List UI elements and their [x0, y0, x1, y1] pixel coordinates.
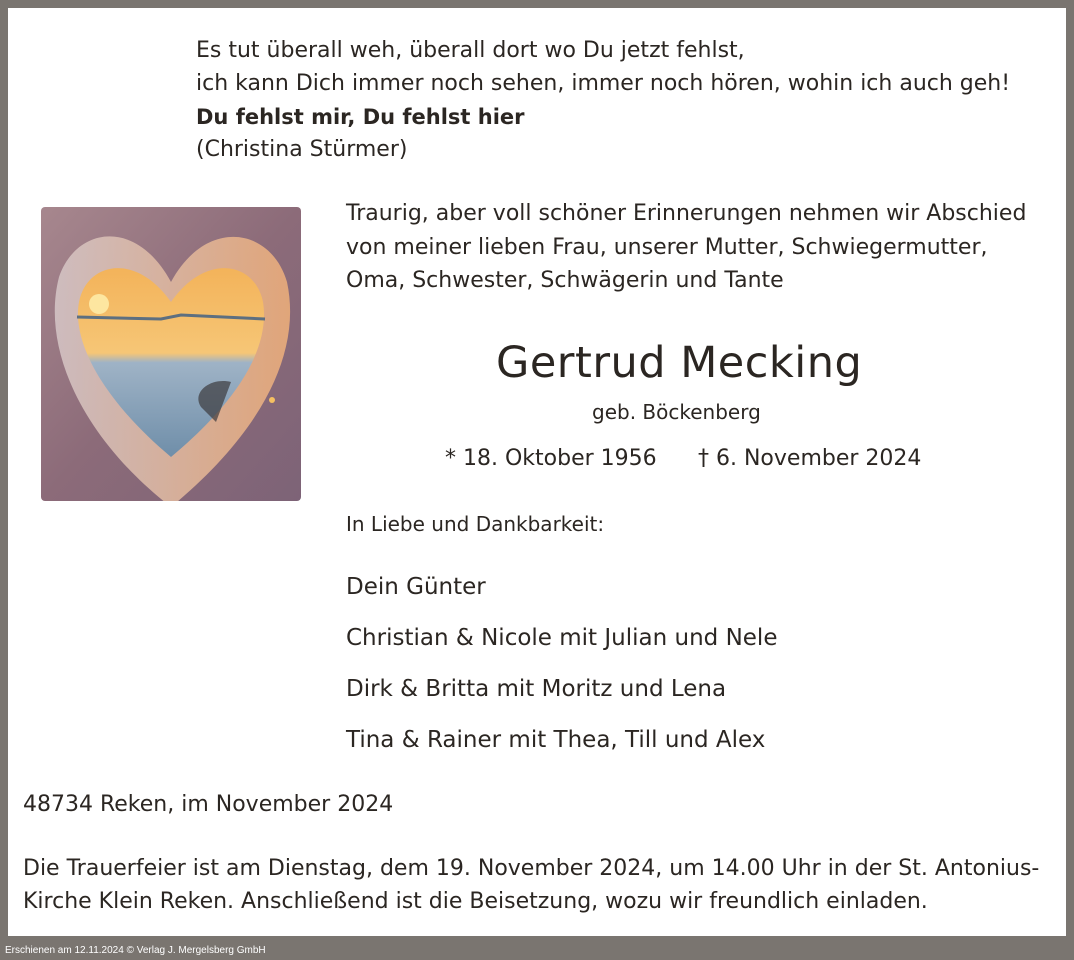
poem-author: (Christina Stürmer) — [196, 137, 408, 162]
publication-footer: Erschienen am 12.11.2024 © Verlag J. Mergelsberg GmbH — [5, 945, 266, 956]
service-line-1: Die Trauerfeier ist am Dienstag, dem 19. November 2024, um 14.00 Uhr in der St. Antonius- — [23, 856, 1040, 881]
poem-line-2: ich kann Dich immer noch sehen, immer noch hören, wohin ich auch geh! — [196, 71, 1011, 96]
heart-window-photo — [41, 207, 301, 501]
intro-line-1: Traurig, aber voll schöner Erinnerungen nehmen wir Abschied — [346, 201, 1027, 226]
obituary-card — [8, 8, 1066, 936]
mourner-1: Dein Günter — [346, 574, 486, 600]
birth-date: * 18. Oktober 1956 — [445, 446, 657, 471]
place-date: 48734 Reken, im November 2024 — [23, 792, 394, 817]
gratitude-line: In Liebe und Dankbarkeit: — [346, 512, 605, 536]
mourner-2: Christian & Nicole mit Julian und Nele — [346, 625, 778, 651]
service-line-2: Kirche Klein Reken. Anschließend ist die Beisetzung, wozu wir freundlich einladen. — [23, 889, 928, 914]
mourner-3: Dirk & Britta mit Moritz und Lena — [346, 676, 727, 702]
death-date: † 6. November 2024 — [698, 446, 922, 471]
intro-line-3: Oma, Schwester, Schwägerin und Tante — [346, 268, 784, 293]
deceased-name: Gertrud Mecking — [496, 338, 863, 388]
mourner-4: Tina & Rainer mit Thea, Till und Alex — [346, 727, 766, 753]
birth-name: geb. Böckenberg — [592, 400, 761, 424]
poem-line-3: Du fehlst mir, Du fehlst hier — [196, 105, 525, 129]
heart-sunset-image — [41, 207, 301, 501]
intro-line-2: von meiner lieben Frau, unserer Mutter, Schwiegermutter, — [346, 235, 988, 260]
poem-line-1: Es tut überall weh, überall dort wo Du jetzt fehlst, — [196, 38, 745, 63]
